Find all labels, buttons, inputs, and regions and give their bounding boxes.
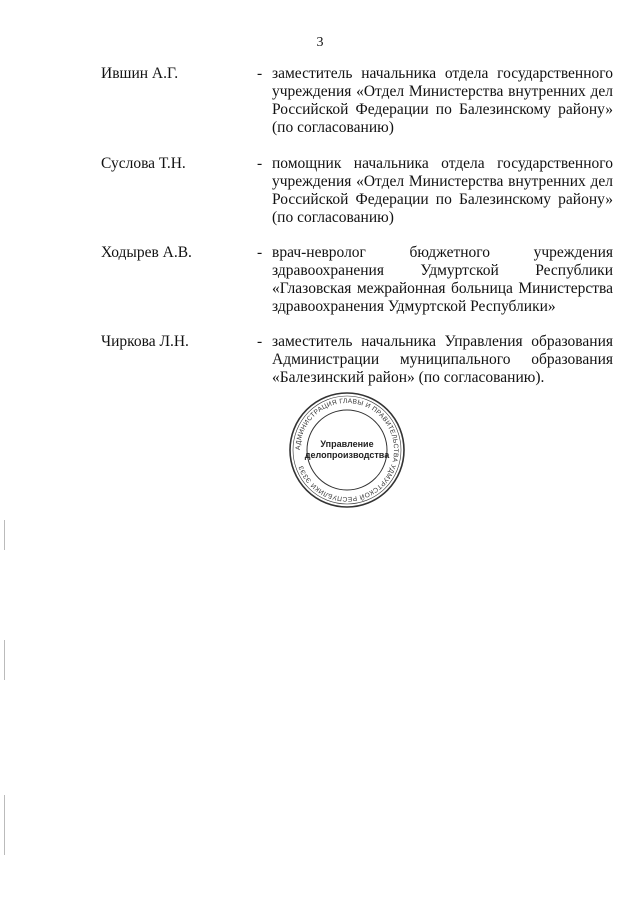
member-name: Ившин А.Г.: [101, 65, 179, 82]
page-number: 3: [316, 35, 324, 50]
scan-margin-mark: [4, 520, 5, 550]
member-dash: -: [257, 155, 263, 172]
member-position: заместитель начальника отдела государственного учреждения «Отдел Министерства внутренних дел Российской Федерации по Балезинскому району» (по согласованию): [272, 65, 613, 136]
stamp-line-2: делопроизводства: [304, 450, 390, 460]
stamp-ring-text: АДМИНИСТРАЦИЯ ГЛАВЫ И ПРАВИТЕЛЬСТВА УДМУРТСКОЙ РЕСПУБЛИКИ ЭЗЭЗ: [294, 397, 400, 503]
member-name: Чиркова Л.Н.: [101, 333, 189, 350]
member-name: Суслова Т.Н.: [101, 155, 186, 172]
member-dash: -: [257, 65, 263, 82]
member-dash: -: [257, 244, 263, 261]
member-name: Ходырев А.В.: [101, 244, 192, 261]
scan-margin-mark: [4, 640, 5, 680]
official-stamp: [287, 390, 407, 510]
stamp-line-1: Управление: [320, 439, 374, 449]
member-position: помощник начальника отдела государственного учреждения «Отдел Министерства внутренних дел Российской Федерации по Балезинскому району» (по согласованию): [272, 155, 613, 226]
scan-margin-mark: [4, 795, 5, 855]
member-dash: -: [257, 333, 263, 350]
stamp-graphic: [287, 390, 407, 510]
member-position: врач-невролог бюджетного учреждения здравоохранения Удмуртской Республики «Глазовская межрайонная больница Министерства здравоохранения Удмуртской Республики»: [272, 244, 613, 315]
member-position: заместитель начальника Управления образования Администрации муниципального образования «Балезинский район» (по согласованию).: [272, 333, 613, 386]
